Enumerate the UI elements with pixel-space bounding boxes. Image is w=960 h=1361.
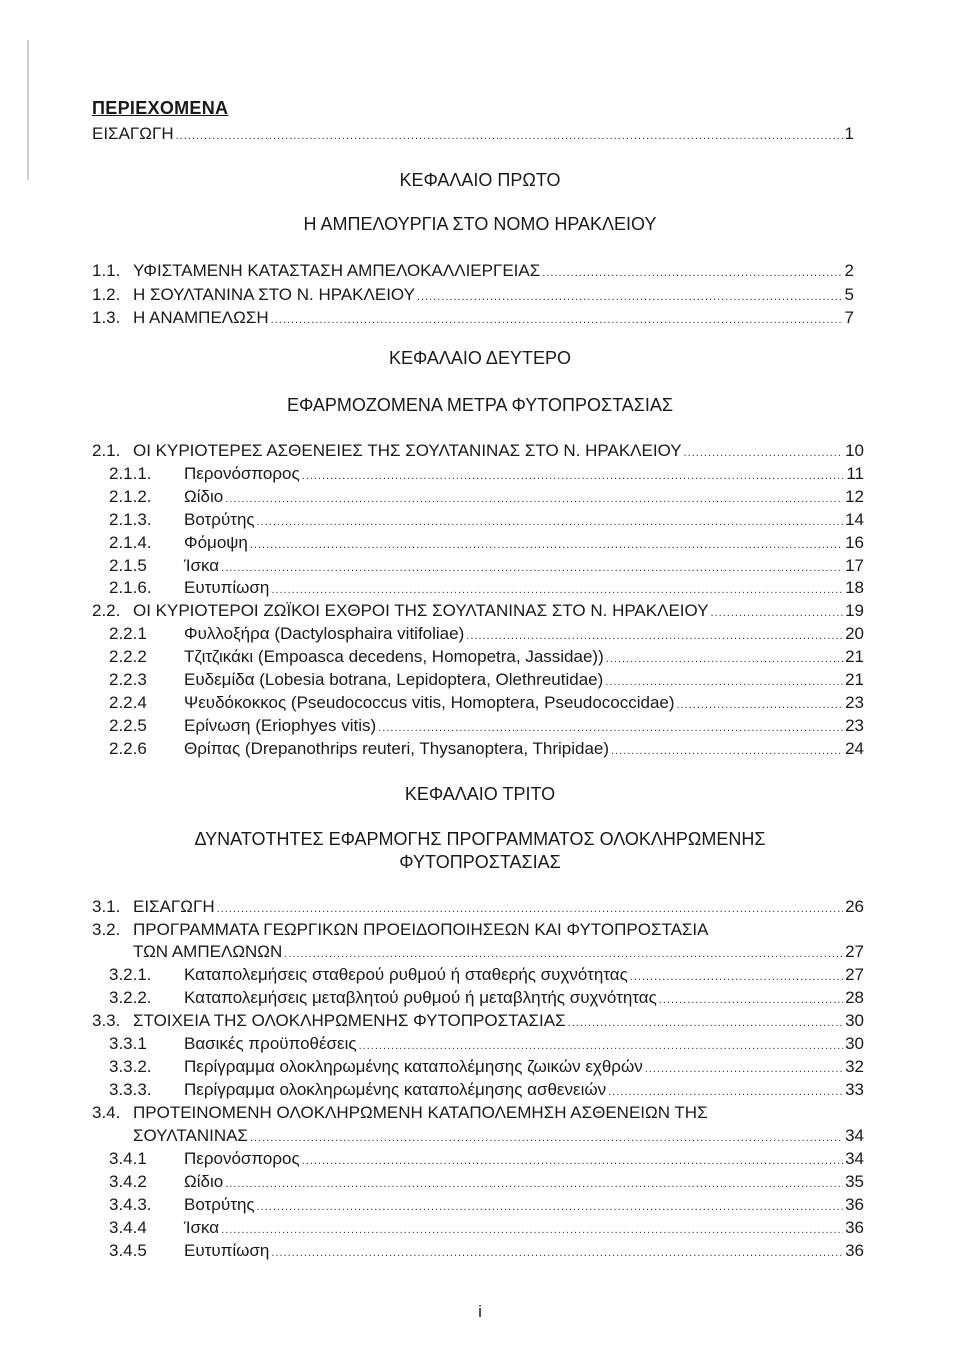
toc-entry-label-continued: ΤΩΝ ΑΜΠΕΛΩΝΩΝ: [133, 942, 283, 961]
toc-entry: [109, 716, 864, 738]
leader-dots: [659, 994, 843, 1006]
toc-entry-page: 33: [845, 1080, 864, 1099]
toc-entry-label: ΥΦΙΣΤΑΜΕΝΗ ΚΑΤΑΣΤΑΣΗ ΑΜΠΕΛΟΚΑΛΛΙΕΡΓΕΙΑΣ: [133, 261, 541, 280]
toc-entry-label: Τζιτζικάκι (Empoasca decedens, Homopetra, Jassidae)): [184, 647, 604, 666]
toc-entry-page: 7: [844, 308, 854, 327]
leader-dots: [711, 607, 844, 619]
toc-entry-number: 1.1.: [92, 261, 121, 280]
toc-entry-page: 36: [845, 1195, 864, 1214]
leader-dots: [176, 130, 843, 142]
toc-entry-label: Περονόσπορος: [184, 1149, 300, 1168]
toc-entry-page: 17: [845, 556, 864, 575]
toc-entry-number: 3.3.2.: [109, 1057, 152, 1076]
toc-entry: [109, 1034, 864, 1056]
toc-entry-number: 3.2.2.: [109, 988, 152, 1007]
toc-entry-number: 3.3.3.: [109, 1080, 152, 1099]
leader-dots: [250, 1132, 843, 1144]
toc-entry-label: Η ΣΟΥΛΤΑΝΙΝΑ ΣΤΟ Ν. ΗΡΑΚΛΕΙΟΥ: [133, 285, 415, 304]
toc-entry-label: ΠΡΟΓΡΑΜΜΑΤΑ ΓΕΩΡΓΙΚΩΝ ΠΡΟΕΙΔΟΠΟΙΗΣΕΩΝ ΚΑΙ ΦΥΤΟΠΡΟΣΤΑΣΙΑ: [133, 920, 709, 939]
toc-entry-page: 24: [845, 739, 864, 758]
toc-entry: [92, 441, 864, 463]
leader-dots: [611, 745, 843, 757]
leader-dots: [630, 971, 843, 983]
leader-dots: [217, 903, 843, 915]
leader-dots: [257, 1201, 843, 1213]
leader-dots: [684, 447, 843, 459]
leader-dots: [284, 948, 843, 960]
leader-dots: [271, 584, 843, 596]
leader-dots: [271, 314, 843, 326]
toc-entry-3-4-first-line: [92, 1103, 708, 1123]
toc-entry-label: Ευδεμίδα (Lobesia botrana, Lepidoptera, Olethreutidae): [184, 670, 604, 689]
toc-entry-number: 1.3.: [92, 308, 121, 327]
toc-entry: [109, 988, 864, 1010]
toc-entry-page: 36: [845, 1241, 864, 1260]
toc-entry-number: 3.3.1: [109, 1034, 147, 1053]
toc-entry-label: Ευτυπίωση: [184, 1241, 270, 1260]
leader-dots: [225, 493, 843, 505]
scan-margin-line: [27, 40, 29, 180]
toc-entry-number: 2.1.6.: [109, 578, 152, 597]
toc-entry-number: 3.3.: [92, 1011, 121, 1030]
toc-entry-label: ΟΙ ΚΥΡΙΟΤΕΡΟΙ ΖΩΪΚΟΙ ΕΧΘΡΟΙ ΤΗΣ ΣΟΥΛΤΑΝΙΝΑΣ ΣΤΟ Ν. ΗΡΑΚΛΕΙΟΥ: [133, 601, 709, 620]
toc-entry: [92, 308, 854, 330]
toc-entry-number: 3.2.1.: [109, 965, 152, 984]
toc-entry-page: 11: [846, 464, 864, 483]
toc-entry-number: 3.4.2: [109, 1172, 147, 1191]
toc-entry-label: Βασικές προϋποθέσεις: [184, 1034, 357, 1053]
toc-entry: [133, 942, 864, 964]
toc-entry: [109, 578, 864, 600]
toc-entry-label: Ίσκα: [184, 1218, 220, 1237]
toc-entry-label: ΣΤΟΙΧΕΙΑ ΤΗΣ ΟΛΟΚΛΗΡΩΜΕΝΗΣ ΦΥΤΟΠΡΟΣΤΑΣΙΑΣ: [133, 1011, 566, 1030]
chapter-3-subtitle-line2: ΦΥΤΟΠΡΟΣΤΑΣΙΑΣ: [399, 852, 561, 872]
toc-entry-number: 3.4.: [92, 1103, 121, 1122]
toc-entry-label: Περίγραμμα ολοκληρωμένης καταπολέμησης ζωικών εχθρών: [184, 1057, 643, 1076]
toc-entry: [92, 1011, 864, 1033]
toc-entry-page: 28: [845, 988, 864, 1007]
chapter-1-heading: ΚΕΦΑΛΑΙΟ ΠΡΩΤΟ: [399, 170, 561, 190]
toc-entry-number: 2.1.: [92, 441, 121, 460]
leader-dots: [302, 1155, 843, 1167]
toc-entry-page: 23: [845, 716, 864, 735]
leader-dots: [225, 1178, 843, 1190]
toc-entry-number: 3.4.4: [109, 1218, 147, 1237]
toc-entry: [109, 693, 864, 715]
toc-entry: [109, 556, 864, 578]
chapter-3-subtitle-line1: ΔΥΝΑΤΟΤΗΤΕΣ ΕΦΑΡΜΟΓΗΣ ΠΡΟΓΡΑΜΜΑΤΟΣ ΟΛΟΚΛΗΡΩΜΕΝΗΣ: [194, 829, 766, 849]
toc-entry-number: 1.2.: [92, 285, 121, 304]
toc-entry: [133, 1126, 864, 1148]
toc-entry: [109, 647, 864, 669]
toc-entry-page: 34: [845, 1126, 864, 1145]
toc-entry: [109, 510, 864, 532]
toc-entry-number: 3.4.5: [109, 1241, 147, 1260]
toc-entry: [109, 1149, 864, 1171]
toc-entry: [109, 1218, 864, 1240]
leader-dots: [605, 676, 843, 688]
toc-entry-page: 34: [845, 1149, 864, 1168]
toc-entry-page: 30: [845, 1034, 864, 1053]
toc-entry-page: 5: [844, 285, 854, 304]
leader-dots: [542, 267, 842, 279]
leader-dots: [677, 699, 844, 711]
toc-entry-page: 1: [844, 124, 854, 143]
toc-entry-label: Περίγραμμα ολοκληρωμένης καταπολέμησης ασθενειών: [184, 1080, 607, 1099]
toc-entry-label: ΕΙΣΑΓΩΓΗ: [133, 897, 215, 916]
toc-entry-page: 16: [845, 533, 864, 552]
toc-entry-number: 3.4.3.: [109, 1195, 152, 1214]
toc-entry-label: ΠΡΟΤΕΙΝΟΜΕΝΗ ΟΛΟΚΛΗΡΩΜΕΝΗ ΚΑΤΑΠΟΛΕΜΗΣΗ ΑΣΘΕΝΕΙΩΝ ΤΗΣ: [133, 1103, 708, 1122]
toc-entry-label: Ωίδιο: [184, 487, 224, 506]
toc-entry: [109, 533, 864, 555]
toc-entry-page: 26: [845, 897, 864, 916]
toc-entry-label: Η ΑΝΑΜΠΕΛΩΣΗ: [133, 308, 269, 327]
toc-entry-label: Ψευδόκοκκος (Pseudococcus vitis, Homoptera, Pseudococcidae): [184, 693, 675, 712]
toc-entry-label: Φόμοψη: [184, 533, 248, 552]
toc-entry-label: Περονόσπορος: [184, 464, 300, 483]
toc-entry-label: Ίσκα: [184, 556, 220, 575]
toc-entry: [92, 601, 864, 623]
toc-entry-page: 21: [845, 670, 864, 689]
toc-entry: [109, 464, 864, 486]
toc-entry: [92, 285, 854, 307]
toc-entry-page: 27: [845, 942, 864, 961]
toc-entry-number: 2.1.2.: [109, 487, 152, 506]
chapter-2-heading: ΚΕΦΑΛΑΙΟ ΔΕΥΤΕΡΟ: [389, 348, 571, 368]
toc-entry-label-continued: ΣΟΥΛΤΑΝΙΝΑΣ: [133, 1126, 248, 1145]
toc-entry: [92, 261, 854, 283]
toc-entry: [92, 897, 864, 919]
leader-dots: [271, 1247, 843, 1259]
toc-entry-label: ΕΙΣΑΓΩΓΗ: [92, 124, 174, 143]
toc-entry: [109, 965, 864, 987]
toc-entry-label: Καταπολεμήσεις σταθερού ρυθμού ή σταθερής συχνότητας: [184, 965, 628, 984]
toc-entry-number: 2.1.4.: [109, 533, 152, 552]
toc-entry: [109, 1172, 864, 1194]
toc-entry-page: 35: [845, 1172, 864, 1191]
toc-entry-number: 2.2.5: [109, 716, 147, 735]
chapter-3-heading: ΚΕΦΑΛΑΙΟ ΤΡΙΤΟ: [404, 784, 556, 804]
toc-entry-number: 2.2.6: [109, 739, 147, 758]
toc-entry-page: 30: [845, 1011, 864, 1030]
leader-dots: [466, 630, 843, 642]
toc-entry-page: 27: [845, 965, 864, 984]
toc-entry-number: 2.1.5: [109, 556, 147, 575]
toc-entry-number: 2.2.2: [109, 647, 147, 666]
toc-entry-number: 2.2.3: [109, 670, 147, 689]
toc-entry-label: Φυλλοξήρα (Dactylosphaira vitifoliae): [184, 624, 465, 643]
toc-entry-page: 23: [845, 693, 864, 712]
toc-entry-3-2-first-line: [92, 920, 709, 940]
toc-entry-page: 12: [845, 487, 864, 506]
toc-entry: [109, 670, 864, 692]
toc-entry: [109, 1057, 864, 1079]
toc-entry: [109, 1080, 864, 1102]
page-number: i: [478, 1302, 482, 1321]
toc-entry-number: 3.4.1: [109, 1149, 147, 1168]
toc-entry: [109, 1241, 864, 1263]
toc-entry-number: 3.1.: [92, 897, 121, 916]
toc-entry-label: Ωίδιο: [184, 1172, 224, 1191]
toc-entry-label: Ερίνωση (Eriophyes vitis): [184, 716, 377, 735]
leader-dots: [302, 470, 845, 482]
toc-entry-page: 36: [845, 1218, 864, 1237]
toc-entry-page: 32: [845, 1057, 864, 1076]
toc-entry-page: 21: [845, 647, 864, 666]
toc-entry-label: Καταπολεμήσεις μεταβλητού ρυθμού ή μεταβλητής συχνότητας: [184, 988, 657, 1007]
leader-dots: [568, 1017, 843, 1029]
leader-dots: [378, 722, 843, 734]
toc-entry-page: 18: [845, 578, 864, 597]
toc-entry: [109, 487, 864, 509]
toc-entry-page: 20: [845, 624, 864, 643]
toc-entry-number: 2.2.: [92, 601, 121, 620]
leader-dots: [417, 291, 843, 303]
toc-entry-label: Βοτρύτης: [184, 510, 255, 529]
chapter-1-subtitle: Η ΑΜΠΕΛΟΥΡΓΙΑ ΣΤΟ ΝΟΜΟ ΗΡΑΚΛΕΙΟΥ: [303, 214, 657, 234]
toc-entry-number: 3.2.: [92, 920, 121, 939]
toc-entry-number: 2.1.1.: [109, 464, 152, 483]
toc-entry-label: ΟΙ ΚΥΡΙΟΤΕΡΕΣ ΑΣΘΕΝΕΙΕΣ ΤΗΣ ΣΟΥΛΤΑΝΙΝΑΣ ΣΤΟ Ν. ΗΡΑΚΛΕΙΟΥ: [133, 441, 682, 460]
toc-entry: [109, 739, 864, 761]
leader-dots: [606, 653, 843, 665]
toc-entry-label: Ευτυπίωση: [184, 578, 270, 597]
leader-dots: [359, 1040, 843, 1052]
toc-entry-page: 14: [845, 510, 864, 529]
leader-dots: [608, 1086, 843, 1098]
leader-dots: [221, 562, 843, 574]
toc-entry-label: Βοτρύτης: [184, 1195, 255, 1214]
toc-entry-number: 2.2.4: [109, 693, 147, 712]
toc-entry: [109, 1195, 864, 1217]
toc-title: ΠΕΡΙΕΧΟΜΕΝΑ: [92, 98, 229, 118]
toc-entry-number: 2.2.1: [109, 624, 147, 643]
toc-entry-page: 2: [844, 261, 854, 280]
toc-entry-label: Θρίπας (Drepanothrips reuteri, Thysanoptera, Thripidae): [184, 739, 610, 758]
leader-dots: [645, 1063, 843, 1075]
toc-entry-number: 2.1.3.: [109, 510, 152, 529]
leader-dots: [221, 1224, 843, 1236]
chapter-2-subtitle: ΕΦΑΡΜΟΖΟΜΕΝΑ ΜΕΤΡΑ ΦΥΤΟΠΡΟΣΤΑΣΙΑΣ: [286, 395, 674, 415]
toc-entry-intro: [92, 124, 854, 146]
toc-entry-page: 10: [845, 441, 864, 460]
leader-dots: [250, 539, 843, 551]
leader-dots: [257, 516, 843, 528]
toc-entry: [109, 624, 864, 646]
toc-entry-page: 19: [845, 601, 864, 620]
